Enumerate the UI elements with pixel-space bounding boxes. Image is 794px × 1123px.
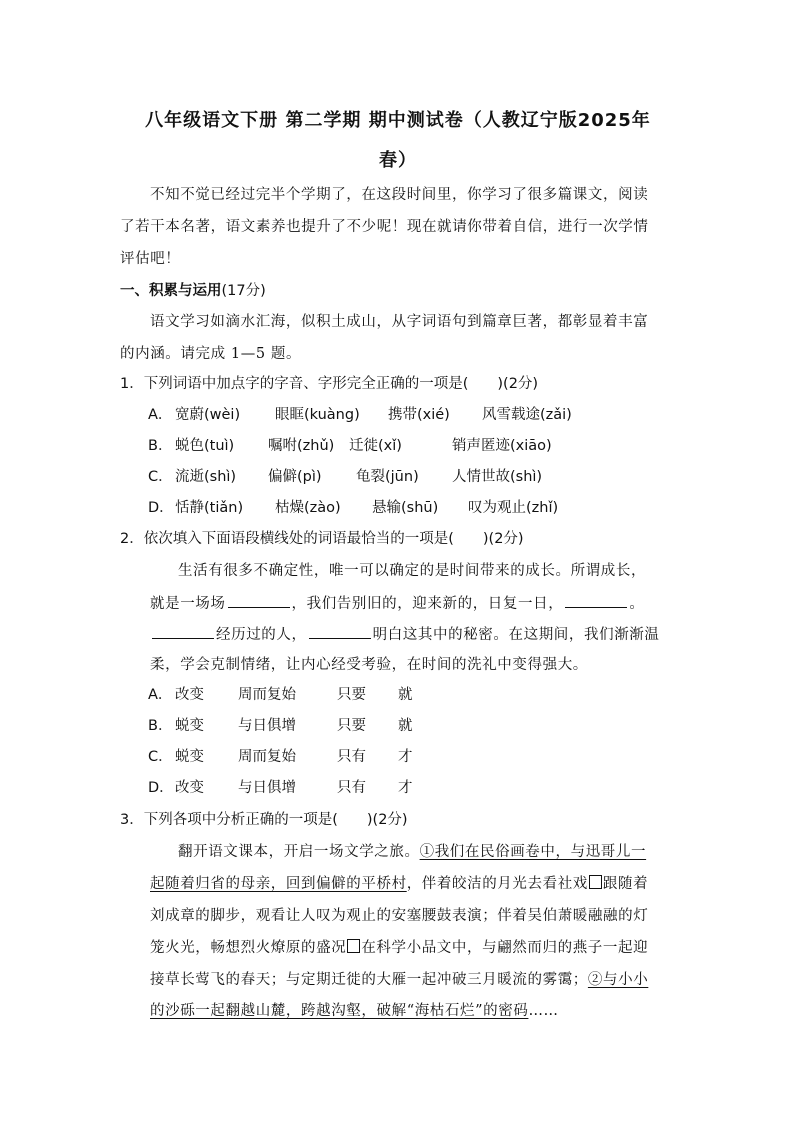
q1-option-letter: B． <box>148 438 173 454</box>
q1-option-a <box>148 405 172 425</box>
q1-a-item-2: 眼眶(kuàng) <box>275 407 360 423</box>
q3-passage-line-3: 刘成章的脚步，观看让人叹为观止的安塞腰鼓表演；伴着吴伯萧暖融融的灯 <box>150 908 649 924</box>
q2-a-item-3: 只要 <box>337 687 366 703</box>
q3-text: 翻开语文课本，开启一场文学之旅。 <box>178 844 420 860</box>
exam-title-line2: 春） <box>379 150 417 171</box>
q3-passage-line-5 <box>150 970 648 990</box>
q1-c-item-1: 流逝(shì) <box>175 469 237 485</box>
q2-text: 。 <box>629 596 645 612</box>
q1-a-item-3: 携带(xié) <box>388 407 450 423</box>
q1-b-item-1: 蜕色(tuì) <box>175 438 235 454</box>
q2-c-item-2: 周而复始 <box>238 749 296 765</box>
q2-c-item-4: 才 <box>398 749 413 765</box>
q2-passage-line-1: 生活有很多不确定性，唯一可以确定的是时间带来的成长。所谓成长， <box>178 563 647 579</box>
q2-passage-line-4: 柔，学会克制情绪，让内心经受考验，在时间的洗礼中变得强大。 <box>150 657 588 673</box>
q3-passage-line-6 <box>150 1001 559 1021</box>
q2-b-item-1: 蜕变 <box>175 718 204 734</box>
q3-punctuation-box-1 <box>589 875 602 889</box>
q1-c-item-2: 偏僻(pì) <box>268 469 322 485</box>
q1-d-item-3: 悬输(shū) <box>372 500 439 516</box>
q1-c-item-4: 人情世故(shì) <box>452 469 543 485</box>
q2-text: 明白这其中的秘密。在这期间，我们渐渐温 <box>372 627 660 643</box>
q1-c-item-3: 龟裂(jūn) <box>356 469 419 485</box>
q1-option-c <box>148 467 173 487</box>
q2-b-item-2: 与日俱增 <box>238 718 296 734</box>
q2-passage-line-3 <box>150 624 660 645</box>
q2-option-d: D． <box>148 780 174 796</box>
q2-passage-line-2 <box>150 593 644 614</box>
q2-b-item-4: 就 <box>398 718 413 734</box>
q3-text: ，伴着皎洁的月光去看社戏 <box>406 876 588 892</box>
q2-c-item-1: 蜕变 <box>175 749 204 765</box>
q2-d-item-4: 才 <box>398 780 413 796</box>
q2-option-a: A． <box>148 687 173 703</box>
q1-option-letter: D． <box>148 500 174 516</box>
q2-option-b: B． <box>148 718 173 734</box>
q2-stem: 2．依次填入下面语段横线处的词语最恰当的一项是( )(2分) <box>120 531 524 547</box>
q2-text: ，我们告别旧的，迎来新的，日复一日， <box>291 596 564 612</box>
q3-passage-line-4 <box>150 938 648 958</box>
section-heading-label: 一、积累与运用 <box>120 283 222 299</box>
exam-title-line1: 八年级语文下册 第二学期 期中测试卷（人教辽宁版2025年 <box>145 110 651 131</box>
q2-blank-4 <box>309 624 371 639</box>
q2-blank-2 <box>565 593 627 608</box>
q2-blank-1 <box>228 593 290 608</box>
section-heading-score: (17分) <box>221 283 266 299</box>
q2-c-item-3: 只有 <box>337 749 366 765</box>
q1-a-item-4: 风雪载途(zǎi) <box>482 407 572 423</box>
q3-underlined-sentence-2-cont: 的沙砾一起翻越山麓，跨越沟壑，破解“海枯石烂”的密码 <box>150 1003 529 1019</box>
q1-a-item-1: 宽蔚(wèi) <box>175 407 241 423</box>
q2-a-item-2: 周而复始 <box>238 687 296 703</box>
q1-b-item-2: 嘱咐(zhǔ) <box>268 438 335 454</box>
q3-underlined-sentence-2: ②与小小 <box>587 972 649 988</box>
q3-text: 笼火光，畅想烈火燎原的盛况 <box>150 940 347 956</box>
intro-line-2: 了若干本名著，语文素养也提升了不少呢！现在就请你带着自信，进行一次学情 <box>120 219 649 235</box>
section-heading <box>120 281 266 301</box>
q2-a-item-1: 改变 <box>175 687 204 703</box>
q2-text: 就是一场场 <box>150 596 226 612</box>
q3-underlined-sentence-1: ①我们在民俗画卷中，与迅哥儿一 <box>419 844 647 860</box>
q1-option-letter: C． <box>148 469 173 485</box>
section-intro-line-2: 的内涵。请完成 1—5 题。 <box>120 346 302 362</box>
q3-text: 跟随着 <box>602 876 649 892</box>
q1-option-d <box>148 498 174 518</box>
q3-stem: 3．下列各项中分析正确的一项是( )(2分) <box>120 812 408 828</box>
q2-d-item-1: 改变 <box>175 780 204 796</box>
q2-a-item-4: 就 <box>398 687 413 703</box>
q2-d-item-3: 只有 <box>337 780 366 796</box>
q2-d-item-2: 与日俱增 <box>238 780 296 796</box>
q1-stem: 1．下列词语中加点字的字音、字形完全正确的一项是( )(2分) <box>120 376 539 392</box>
q1-d-item-4: 叹为观止(zhǐ) <box>468 500 559 516</box>
q2-b-item-3: 只要 <box>337 718 366 734</box>
q1-d-item-1: 恬静(tiǎn) <box>175 500 244 516</box>
q2-text: 经历过的人， <box>216 627 307 643</box>
q1-option-letter: A． <box>148 407 173 423</box>
q3-underlined-sentence-1-cont: 起随着归省的母亲，回到偏僻的平桥村 <box>150 876 407 892</box>
q3-ellipsis: …… <box>528 1003 559 1019</box>
q3-passage-line-2 <box>150 874 648 894</box>
q3-text: 在科学小品文中，与翩然而归的燕子一起迎 <box>361 940 649 956</box>
intro-line-1: 不知不觉已经过完半个学期了，在这段时间里，你学习了很多篇课文，阅读 <box>150 187 649 203</box>
q2-option-c: C． <box>148 749 173 765</box>
q1-d-item-2: 枯燥(zào) <box>275 500 341 516</box>
q1-b-item-4: 销声匿迹(xiāo) <box>452 438 552 454</box>
q1-option-b <box>148 436 172 456</box>
q2-blank-3 <box>152 624 214 639</box>
q3-punctuation-box-2 <box>347 939 360 953</box>
intro-line-3: 评估吧！ <box>120 251 181 267</box>
q3-text: 接草长莺飞的春天；与定期迁徙的大雁一起冲破三月暖流的雾霭； <box>150 972 588 988</box>
q1-b-item-3: 迁徙(xǐ) <box>349 438 402 454</box>
section-intro-line-1: 语文学习如滴水汇海，似积土成山，从字词语句到篇章巨著，都彰显着丰富 <box>150 314 649 330</box>
q3-passage-line-1 <box>178 842 646 862</box>
